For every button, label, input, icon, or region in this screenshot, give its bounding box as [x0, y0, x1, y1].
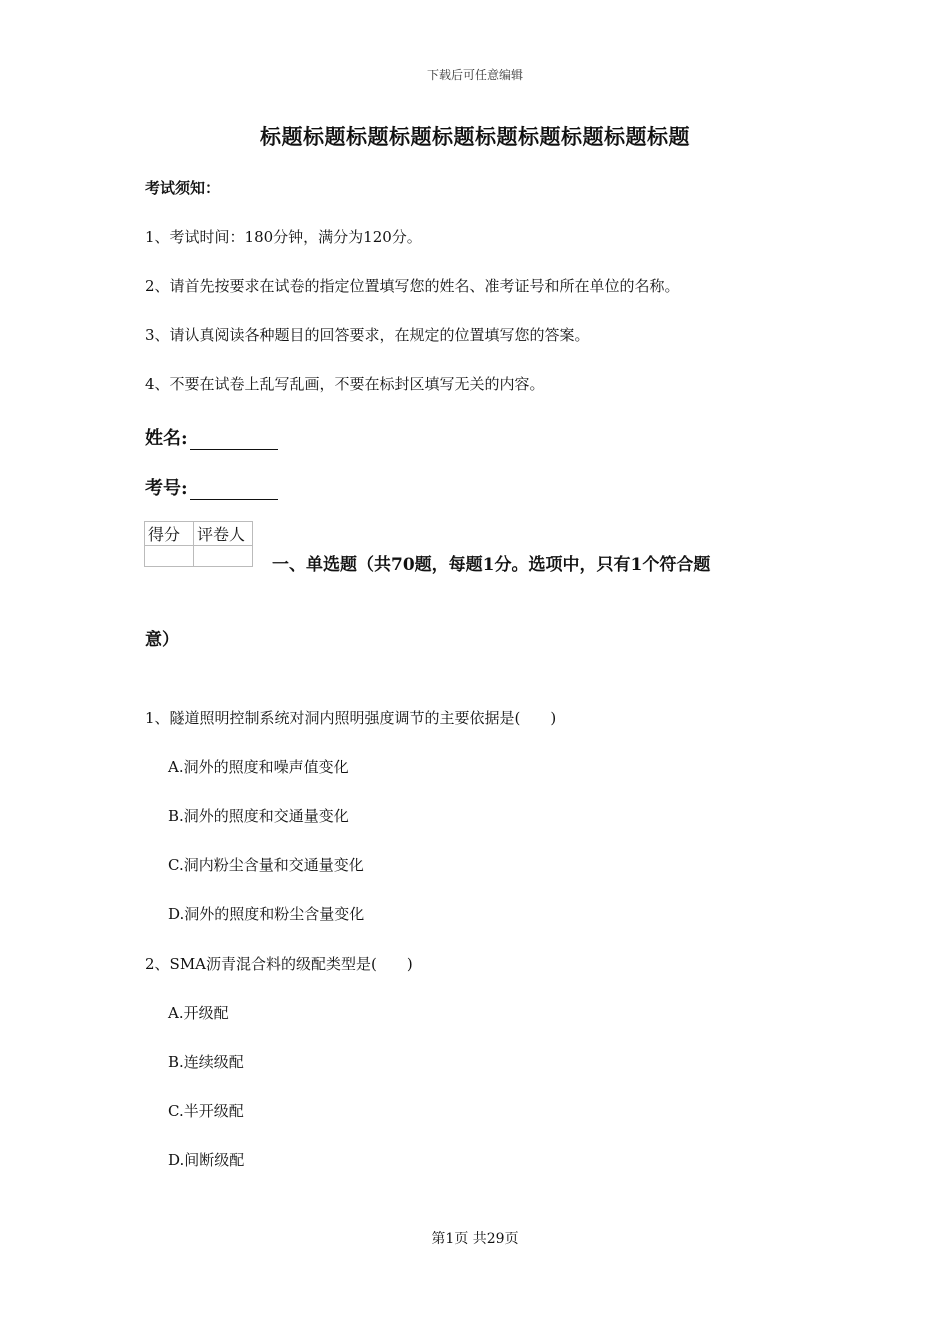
section-title-continued: 意） [145, 630, 179, 650]
score-cell[interactable] [145, 546, 194, 567]
notice-rule-1: 1、考试时间：180分钟，满分为120分。 [145, 228, 422, 246]
notice-heading: 考试须知： [145, 179, 221, 197]
id-field [145, 474, 278, 500]
question-2-option-b: B.连续级配 [168, 1053, 244, 1071]
section-title: 一、单选题（共70题，每题1分。选项中，只有1个符合题 [272, 555, 711, 575]
score-header: 得分 [145, 522, 194, 546]
page-header: 下载后可任意编辑 [426, 68, 523, 82]
question-1-option-d: D.洞外的照度和粉尘含量变化 [168, 905, 365, 923]
notice-rule-4: 4、不要在试卷上乱写乱画，不要在标封区填写无关的内容。 [145, 375, 545, 393]
id-label: 考号: [145, 478, 188, 499]
question-1-option-b: B.洞外的照度和交通量变化 [168, 807, 349, 825]
question-2: 2、SMA沥青混合料的级配类型是( ) [145, 955, 413, 973]
question-2-option-c: C.半开级配 [168, 1102, 244, 1120]
question-1-option-a: A.洞外的照度和噪声值变化 [168, 758, 349, 776]
score-table [144, 521, 253, 567]
question-1-option-c: C.洞内粉尘含量和交通量变化 [168, 856, 364, 874]
name-blank[interactable] [190, 431, 278, 450]
question-1: 1、隧道照明控制系统对洞内照明强度调节的主要依据是( ) [145, 709, 557, 727]
grader-header: 评卷人 [194, 522, 253, 546]
notice-rule-2: 2、请首先按要求在试卷的指定位置填写您的姓名、准考证号和所在单位的名称。 [145, 277, 680, 295]
id-blank[interactable] [190, 481, 278, 500]
question-2-option-a: A.开级配 [168, 1004, 229, 1022]
name-field [145, 424, 278, 450]
grader-cell[interactable] [194, 546, 253, 567]
page-footer: 第1页 共29页 [431, 1231, 519, 1247]
notice-rule-3: 3、请认真阅读各种题目的回答要求，在规定的位置填写您的答案。 [145, 326, 590, 344]
name-label: 姓名: [145, 428, 188, 449]
question-2-option-d: D.间断级配 [168, 1151, 245, 1169]
document-title: 标题标题标题标题标题标题标题标题标题标题 [260, 124, 690, 149]
